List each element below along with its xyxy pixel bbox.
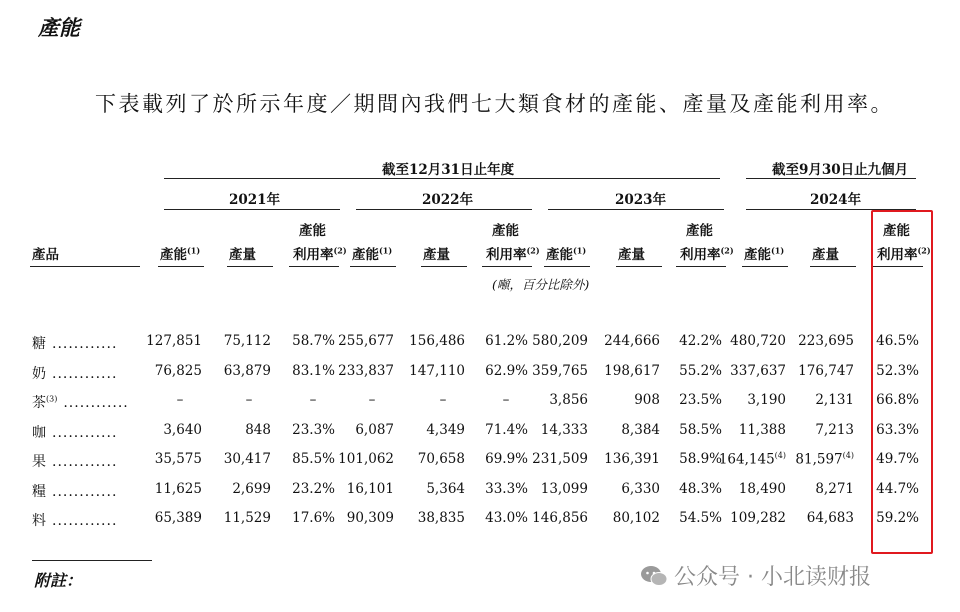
cell-value: 255,677	[338, 333, 394, 349]
col-header-output	[812, 243, 839, 263]
footnote-marker: (1)	[187, 245, 201, 256]
col-header-capacity	[160, 243, 200, 263]
cell-value: 62.9%	[485, 362, 528, 379]
cell-value: 231,509	[532, 451, 588, 467]
footnote-marker: (4)	[842, 451, 854, 460]
cell-value: 58.9%	[679, 451, 722, 467]
table-cell	[314, 333, 394, 349]
row-label	[32, 333, 117, 353]
cell-value: 23.3%	[292, 421, 335, 438]
cell-value: 75,112	[223, 333, 271, 349]
cell-value: 83.1%	[292, 362, 335, 379]
row-label	[32, 510, 117, 530]
rule-2023	[548, 209, 724, 210]
cell-value: 7,213	[815, 421, 854, 438]
col-header-text: 產能	[744, 247, 771, 263]
footnote-marker: (4)	[774, 451, 786, 460]
col-header-rule	[810, 266, 856, 267]
cell-value: 6,087	[355, 421, 394, 438]
col-header-util-top: 產能	[883, 223, 910, 239]
footnote-marker: (1)	[379, 245, 393, 256]
row-label-text: 糖	[32, 336, 46, 352]
cell-value: 55.2%	[679, 362, 722, 379]
col-header-util-top: 產能	[299, 223, 326, 239]
cell-value: 8,271	[815, 480, 854, 497]
cell-value: 85.5%	[292, 451, 335, 467]
cell-value: 127,851	[146, 333, 202, 349]
col-header-rule	[482, 266, 532, 267]
cell-value: 5,364	[426, 480, 465, 497]
cell-value: –	[245, 392, 253, 408]
row-label	[32, 451, 117, 471]
cell-value: 14,333	[540, 421, 588, 438]
table-cell	[508, 481, 588, 497]
cell-value: 90,309	[346, 510, 394, 526]
cell-value: 48.3%	[679, 480, 722, 497]
table-cell	[508, 333, 588, 349]
cell-value: 176,747	[798, 362, 854, 379]
cell-value: 223,695	[798, 333, 854, 349]
row-label	[32, 481, 117, 501]
cell-value: 146,856	[532, 510, 588, 526]
col-header-capacity	[352, 243, 392, 263]
footnote-label: 附註：	[34, 571, 83, 590]
cell-value: 4,349	[426, 421, 465, 438]
row-label-text: 茶	[32, 395, 46, 411]
cell-value: 42.2%	[679, 333, 722, 349]
cell-value: 43.0%	[485, 510, 528, 526]
cell-value: 38,835	[417, 510, 465, 526]
table-cell	[122, 422, 202, 438]
cell-value: 76,825	[154, 362, 202, 379]
cell-value: –	[439, 392, 447, 408]
table-cell	[508, 363, 588, 379]
table-cell	[508, 392, 588, 408]
cell-value: 2,699	[232, 480, 271, 497]
cell-value: 3,856	[549, 392, 588, 408]
cell-value: 66.8%	[876, 392, 919, 408]
cell-value: 54.5%	[679, 510, 722, 526]
cell-value: 81,597	[795, 451, 843, 468]
row-label	[32, 392, 129, 412]
cell-value: 8,384	[621, 421, 660, 438]
cell-value: 164,145	[718, 451, 775, 468]
col-header-capacity	[546, 243, 586, 263]
cell-value: 147,110	[409, 362, 465, 379]
cell-value: 244,666	[604, 333, 660, 349]
rule-nine-months	[746, 178, 916, 179]
leader-dots: ............	[52, 424, 118, 441]
col-header-text: 利用率	[877, 247, 918, 263]
col-header-rule	[544, 266, 590, 267]
cell-value: 580,209	[532, 333, 588, 349]
table-cell	[122, 481, 202, 497]
col-header-rule	[227, 266, 273, 267]
cell-value: 11,529	[223, 510, 271, 526]
cell-value: 46.5%	[876, 333, 919, 349]
col-header-text: 產能	[160, 247, 187, 263]
cell-value: 848	[245, 421, 271, 438]
table-cell	[122, 510, 202, 526]
period-header-year-end: 截至12月31日止年度	[382, 162, 515, 178]
cell-value: 69.9%	[485, 451, 528, 467]
col-header-text: 產量	[423, 247, 450, 263]
rule-year-end	[164, 178, 720, 179]
year-header-2022: 2022年	[422, 192, 474, 208]
table-cell	[314, 422, 394, 438]
cell-value: 61.2%	[485, 333, 528, 349]
footnote-marker: (1)	[771, 245, 785, 256]
rule-product	[30, 266, 140, 267]
cell-value: 65,389	[154, 510, 202, 526]
product-header: 產品	[32, 247, 59, 263]
cell-value: 109,282	[730, 510, 786, 526]
col-header-util-bottom	[293, 243, 347, 263]
cell-value: 908	[634, 392, 660, 408]
cell-value: 58.7%	[292, 333, 335, 349]
col-header-text: 利用率	[680, 247, 721, 263]
table-cell	[140, 392, 220, 408]
col-header-rule	[616, 266, 662, 267]
leader-dots: ............	[63, 395, 129, 411]
col-header-rule	[421, 266, 467, 267]
cell-value: 63,879	[223, 362, 271, 379]
footnote-marker: (2)	[333, 245, 347, 256]
cell-value: 23.5%	[679, 392, 722, 408]
row-label-text: 果	[32, 454, 46, 470]
table-cell	[122, 363, 202, 379]
cell-value: 58.5%	[679, 421, 722, 438]
cell-value: 3,640	[163, 421, 202, 438]
cell-value: 136,391	[604, 451, 660, 467]
highlight-box	[871, 210, 933, 554]
col-header-capacity	[744, 243, 784, 263]
table-cell	[508, 451, 588, 467]
cell-value: 33.3%	[485, 480, 528, 497]
cell-value: 233,837	[338, 362, 394, 379]
cell-value: 44.7%	[876, 480, 919, 497]
cell-value: 101,062	[338, 451, 394, 467]
table-cell	[122, 451, 202, 467]
table-cell	[508, 510, 588, 526]
row-label	[32, 363, 117, 383]
rule-2021	[164, 209, 340, 210]
cell-value: 156,486	[409, 333, 465, 349]
cell-value: 52.3%	[876, 362, 919, 379]
col-header-text: 產能	[352, 247, 379, 263]
leader-dots: ............	[52, 483, 118, 500]
cell-value: 18,490	[738, 480, 786, 497]
cell-value: 30,417	[223, 451, 271, 467]
cell-value: 80,102	[612, 510, 660, 526]
intro-text: 下表載列了於所示年度／期間內我們七大類食材的產能、產量及產能利用率。	[95, 92, 894, 116]
leader-dots: ............	[52, 336, 118, 352]
year-header-2024: 2024年	[810, 192, 862, 208]
rule-2022	[356, 209, 532, 210]
cell-value: –	[309, 392, 317, 408]
cell-value: 35,575	[154, 451, 202, 467]
col-header-rule	[350, 266, 396, 267]
unit-note: (噸，百分比除外)	[492, 277, 590, 292]
cell-value: 6,330	[621, 480, 660, 497]
leader-dots: ............	[52, 365, 118, 382]
col-header-output	[229, 243, 256, 263]
col-header-text: 利用率	[293, 247, 334, 263]
leader-dots: ............	[52, 513, 118, 529]
footnote-marker: (3)	[46, 394, 58, 404]
col-header-output	[618, 243, 645, 263]
col-header-util-bottom	[486, 243, 540, 263]
col-header-rule	[676, 266, 726, 267]
cell-value: 63.3%	[876, 421, 919, 438]
cell-value: 17.6%	[292, 510, 335, 526]
table-cell	[122, 333, 202, 349]
cell-value: 480,720	[730, 333, 786, 349]
cell-value: 2,131	[815, 392, 854, 408]
col-header-text: 產量	[229, 247, 256, 263]
watermark	[640, 560, 871, 591]
col-header-util-top: 產能	[686, 223, 713, 239]
row-label-text: 咖	[32, 424, 46, 441]
col-header-rule	[289, 266, 339, 267]
cell-value: 13,099	[540, 480, 588, 497]
leader-dots: ............	[52, 454, 118, 470]
col-header-util-top: 產能	[492, 223, 519, 239]
table-cell	[314, 363, 394, 379]
table-cell	[314, 510, 394, 526]
col-header-util-bottom	[680, 243, 734, 263]
cell-value: 59.2%	[876, 510, 919, 526]
cell-value: 71.4%	[485, 421, 528, 438]
col-header-text: 產量	[812, 247, 839, 263]
footnote-marker: (2)	[526, 245, 540, 256]
wechat-icon	[640, 565, 668, 587]
col-header-text: 產能	[546, 247, 573, 263]
cell-value: 337,637	[730, 362, 786, 379]
footnote-marker: (2)	[917, 245, 931, 256]
row-label-text: 料	[32, 513, 46, 529]
col-header-text: 產量	[618, 247, 645, 263]
col-header-text: 利用率	[486, 247, 527, 263]
cell-value: 16,101	[346, 480, 394, 497]
cell-value: 359,765	[532, 362, 588, 379]
period-header-nine-months: 截至9月30日止九個月	[772, 162, 909, 178]
cell-value: –	[502, 392, 510, 408]
col-header-rule	[158, 266, 204, 267]
cell-value: 11,625	[154, 480, 202, 497]
cell-value: 3,190	[747, 392, 786, 408]
cell-value: –	[176, 392, 184, 408]
year-header-2021: 2021年	[229, 192, 281, 208]
table-cell	[314, 451, 394, 467]
cell-value: 64,683	[806, 510, 854, 526]
cell-value: 49.7%	[876, 451, 919, 467]
page-title: 產能	[38, 15, 80, 40]
cell-value: 198,617	[604, 362, 660, 379]
footnote-marker: (2)	[720, 245, 734, 256]
year-header-2023: 2023年	[615, 192, 667, 208]
cell-value: 11,388	[738, 421, 786, 438]
footnote-rule	[32, 560, 152, 561]
row-label-text: 糧	[32, 483, 46, 500]
cell-value: 70,658	[417, 451, 465, 467]
watermark-text: 公众号 · 小北读财报	[674, 565, 871, 590]
row-label	[32, 422, 117, 442]
table-cell	[508, 422, 588, 438]
cell-value: 23.2%	[292, 480, 335, 497]
row-label-text: 奶	[32, 365, 46, 382]
table-cell	[314, 481, 394, 497]
col-header-rule	[742, 266, 788, 267]
col-header-output	[423, 243, 450, 263]
cell-value: –	[368, 392, 376, 408]
footnote-marker: (1)	[573, 245, 587, 256]
table-cell	[332, 392, 412, 408]
